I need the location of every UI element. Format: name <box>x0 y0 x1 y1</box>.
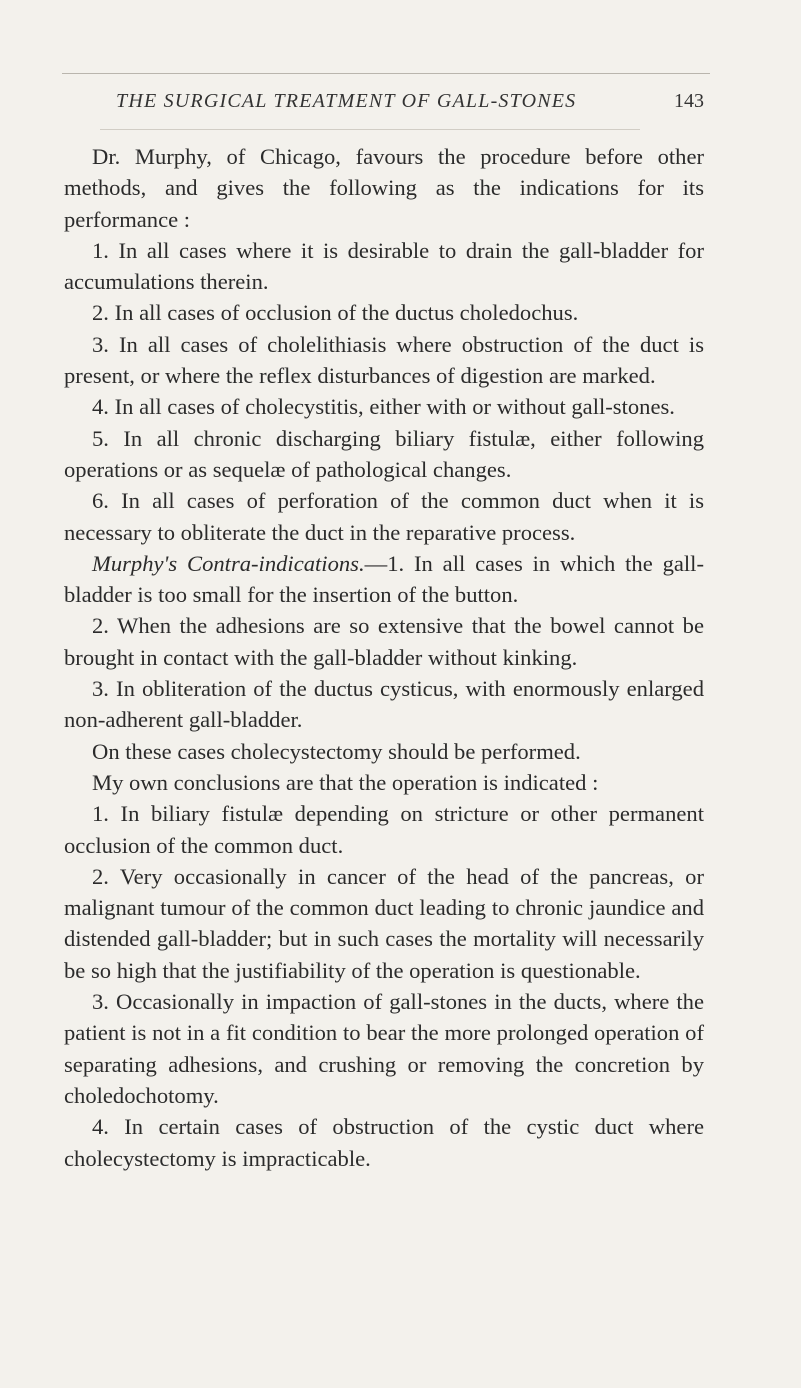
conclusion-item-3: 3. Occasionally in impaction of gall-stones in the ducts, where the patient is not in a fit condition to bear the more prolonged operation of separating adhesions, and crushing or removing the concretion by choledochotomy. <box>64 989 704 1108</box>
list-item-1: 1. In all cases where it is desirable to drain the gall-bladder for accumulations therein. <box>64 237 704 295</box>
conclusion-item-1: 1. In biliary fistulæ depending on stricture or other permanent occlusion of the common duct. <box>64 801 704 858</box>
running-header <box>116 90 726 113</box>
page-number: 143 <box>674 90 704 112</box>
contra-item-2: 2. When the adhesions are so extensive that the bowel cannot be brought in contact with the gall-bladder without kinking. <box>64 613 704 670</box>
list-item-6: 6. In all cases of perforation of the common duct when it is necessary to obliterate the duct in the reparative process. <box>64 488 704 545</box>
list-item-5: 5. In all chronic discharging biliary fistulæ, either following operations or as sequelæ of pathological changes. <box>64 425 704 482</box>
header-rule-top <box>62 73 710 74</box>
paragraph-intro: Dr. Murphy, of Chicago, favours the procedure before other methods, and gives the following as the indications for its performance : <box>64 144 704 232</box>
body-text <box>64 141 704 1174</box>
contra-indications-text: —1. In all cases in which the gall-bladder is too small for the insertion of the button. <box>64 550 704 608</box>
conclusion-item-2: 2. Very occasionally in cancer of the head of the pancreas, or malignant tumour of the common duct leading to chronic jaundice and distended gall-bladder; but in such cases the mortality will necessarily be so high that the justifiability of the operation is questionable. <box>64 863 704 983</box>
contra-indications-paragraph <box>64 548 704 611</box>
author-conclusions: My own conclusions are that the operation is indicated : <box>92 769 599 795</box>
contra-item-3: 3. In obliteration of the ductus cysticus, with enormously enlarged non-adherent gall-bladder. <box>64 676 704 733</box>
cholecystectomy-statement: On these cases cholecystectomy should be performed. <box>92 738 581 764</box>
list-item-2: 2. In all cases of occlusion of the ductus choledochus. <box>92 300 579 326</box>
list-item-4: 4. In all cases of cholecystitis, either with or without gall-stones. <box>92 394 675 420</box>
contra-indications-heading: Murphy's Contra-indications. <box>92 550 365 576</box>
header-rule-bottom <box>100 129 640 130</box>
conclusion-item-4: 4. In certain cases of obstruction of the cystic duct where cholecystectomy is impracticable. <box>64 1114 704 1171</box>
running-title: THE SURGICAL TREATMENT OF GALL-STONES <box>116 90 577 112</box>
list-item-3: 3. In all cases of cholelithiasis where obstruction of the duct is present, or where the reflex disturbances of digestion are marked. <box>64 331 704 389</box>
